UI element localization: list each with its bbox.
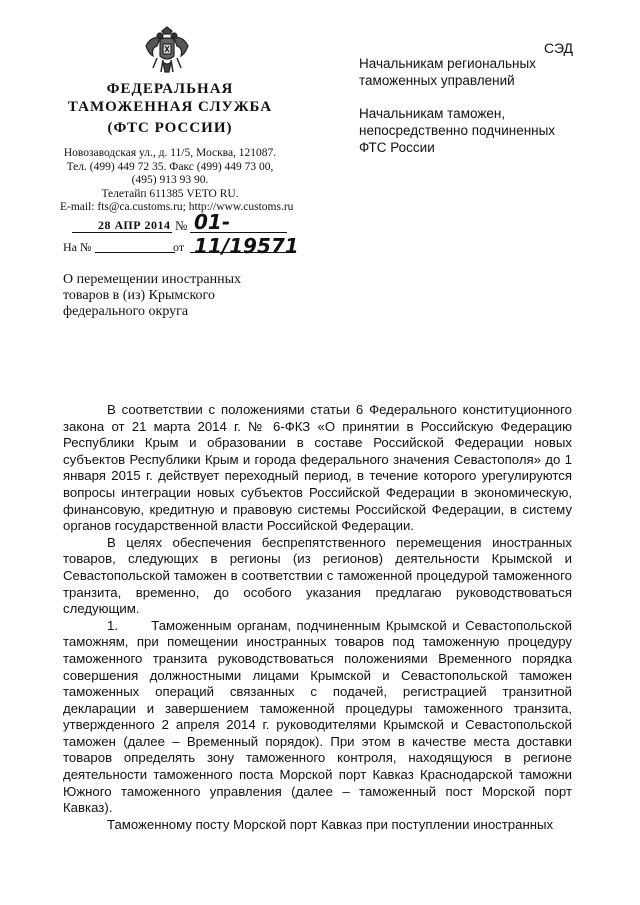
registration-number: 01-11/19571	[194, 210, 299, 258]
ref-from-label: от	[173, 240, 185, 254]
reference-row	[63, 240, 288, 260]
org-contacts	[60, 147, 294, 215]
subject-line: федерального округа	[63, 304, 189, 319]
contact-line: Новозаводская ул., д. 11/5, Москва, 121087.	[63, 147, 277, 159]
contact-line: Телетайп 611385 VETO RU.	[101, 187, 239, 200]
subject-line: О перемещении иностранных	[63, 272, 242, 287]
addressee-line: Начальникам таможен,	[359, 106, 506, 121]
org-name-line: ФЕДЕРАЛЬНАЯ	[106, 81, 234, 97]
contact-line: Тел. (499) 449 72 35. Факс (499) 449 73 00,	[66, 160, 274, 173]
body-paragraph: В целях обеспечения беспрепятственного перемещения иностранных товаров, следующих в регионы (из регионов) деятельности Крымской и Севастопольской таможен в соответствии с таможенной процедурой таможенного транзита, временно, до особого указания предлагаю руководствоваться следующим.	[63, 534, 572, 617]
ref-number-underline	[95, 252, 175, 253]
letter-body	[63, 402, 572, 833]
doc-system-mark: СЭД	[544, 40, 574, 56]
contact-line: (495) 913 93 90.	[131, 174, 209, 186]
addressee-line: непосредственно подчиненных	[359, 123, 556, 138]
letter-subject	[63, 272, 303, 320]
org-name-line: ТАМОЖЕННАЯ СЛУЖБА	[67, 99, 273, 115]
russian-coat-of-arms-icon	[143, 26, 191, 76]
org-short-name: (ФТС РОССИИ)	[107, 120, 233, 136]
body-paragraph: 1. Таможенным органам, подчиненным Крымской и Севастопольской таможням, при помещении иностранных товаров под таможенную процедуру таможенного транзита руководствоваться положениями Временного порядка совершения должностными лицами Крымской и Севастопольской таможен таможенных операций связанных с подачей, регистрацией транзитной декларации и завершением таможенной процедуры таможенного транзита, утвержденного 2 апреля 2014 г. руководителями Крымской и Севастопольской таможен (далее – Временный порядок). При этом в качестве места доставки товаров определять зону таможенного контроля, находящуюся в регионе деятельности таможенного поста Морской порт Кавказ Краснодарской таможни Южного таможенного управления (далее – таможенный пост Морской порт Кавказ).	[63, 617, 572, 816]
addressee-line: Начальникам региональных	[359, 56, 536, 71]
addressee-line: таможенных управлений	[359, 73, 515, 88]
addressees-block	[359, 55, 589, 156]
number-label: №	[175, 218, 188, 233]
registration-date: 28 АПР 2014	[98, 218, 171, 232]
addressee-line: ФТС России	[359, 140, 435, 155]
body-paragraph: В соответствии с положениями статьи 6 Федерального конституционного закона от 21 марта 2014 г. № 6-ФКЗ «О принятии в Российскую Федерацию Республики Крым и образовании в составе Российской Федерации новых субъектов Республики Крым и города федерального значения Севастополя» до 1 января 2015 г. действует переходный период, в течение которого урегулируются вопросы интеграции новых субъектов Российской Федерации в экономическую, финансовую, кредитную и правовую системы Российской Федерации, в систему органов государственной власти Российской Федерации.	[63, 402, 572, 534]
sender-block	[60, 80, 294, 215]
ref-number-label: На №	[63, 240, 92, 254]
contact-line: E-mail: fts@ca.customs.ru; http://www.customs.ru	[60, 201, 294, 213]
body-paragraph: Таможенному посту Морской порт Кавказ при поступлении иностранных	[107, 816, 554, 832]
ref-date-underline	[190, 252, 288, 253]
org-name	[60, 80, 280, 116]
subject-line: товаров в (из) Крымского	[63, 288, 215, 303]
